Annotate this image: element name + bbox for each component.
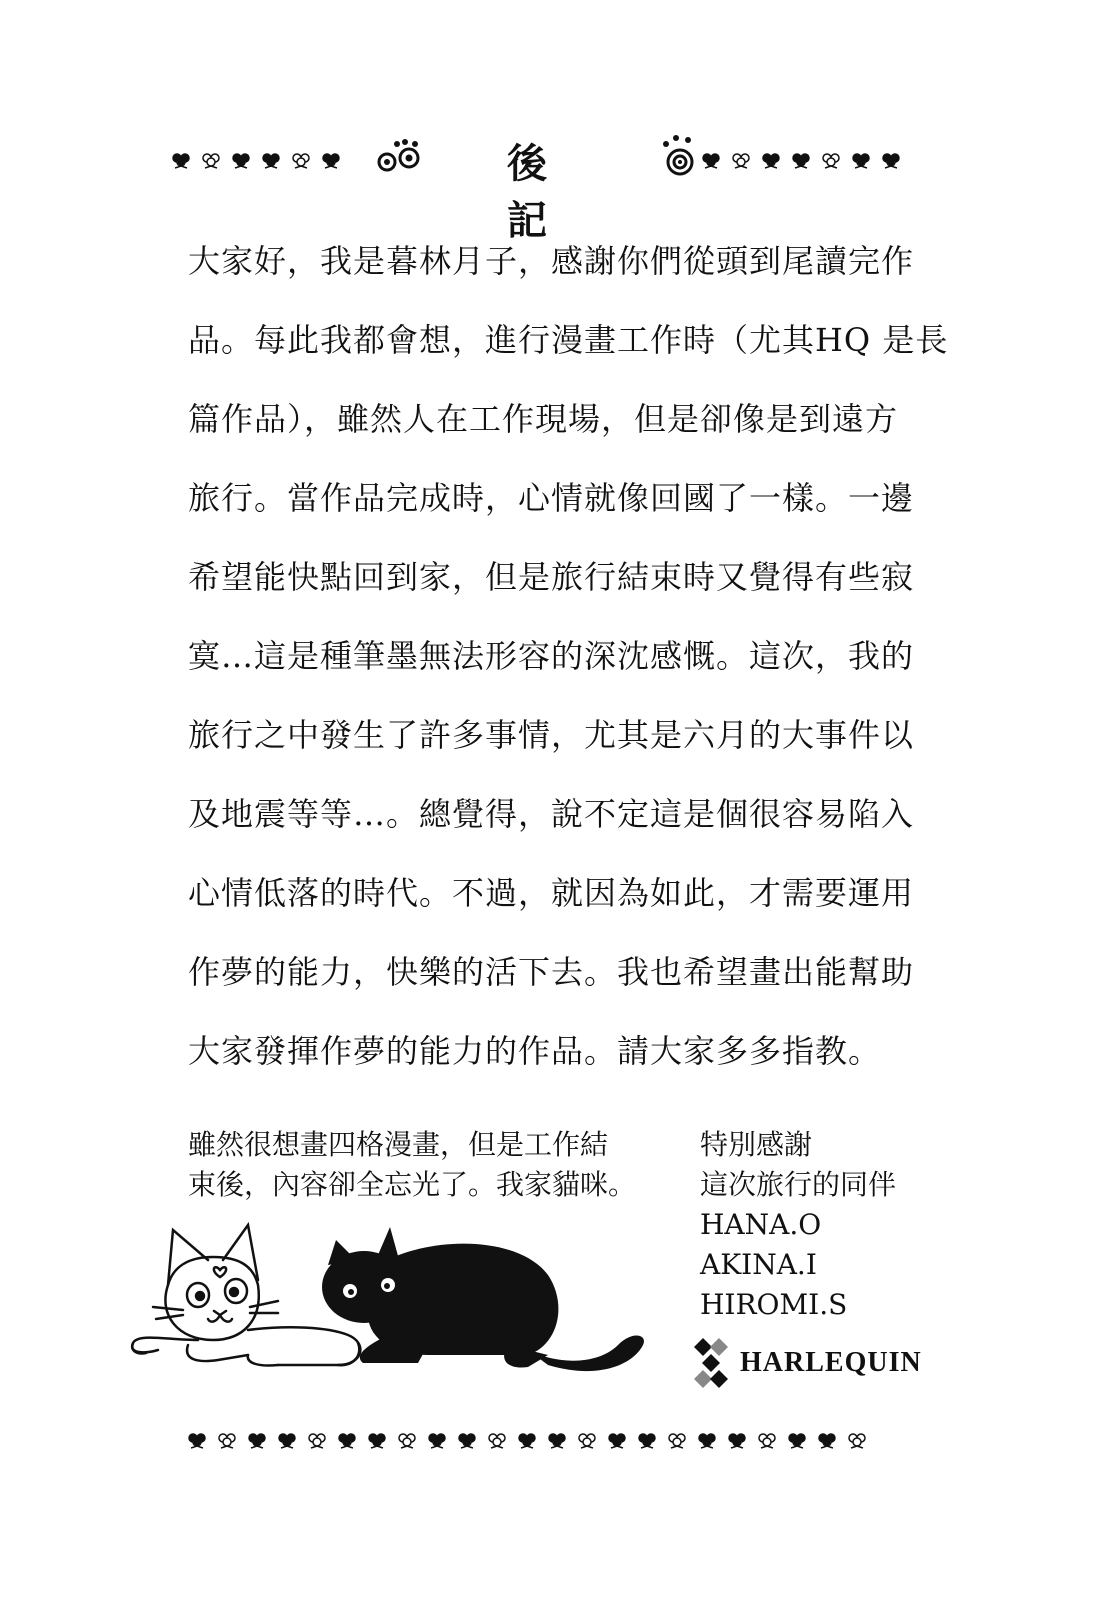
- flower-icon: [880, 152, 902, 170]
- flower-icon: [820, 152, 842, 170]
- flower-icon: [230, 152, 252, 170]
- flower-icon: [846, 1432, 868, 1450]
- flower-icon: [306, 1432, 328, 1450]
- body-line: 大家發揮作夢的能力的作品。請大家多多指教。: [188, 1032, 882, 1070]
- flower-icon: [336, 1432, 358, 1450]
- flower-border-footer: [186, 1432, 896, 1450]
- flower-icon: [456, 1432, 478, 1450]
- flower-icon: [606, 1432, 628, 1450]
- cat-note-line: 雖然很想畫四格漫畫，但是工作結: [188, 1128, 609, 1161]
- flower-icon: [246, 1432, 268, 1450]
- thanks-heading: 特別感謝: [700, 1128, 813, 1161]
- flower-icon: [756, 1432, 778, 1450]
- harlequin-diamond-icon: [694, 1338, 728, 1388]
- flower-border-right: [700, 152, 902, 170]
- thanks-name: AKINA.I: [700, 1248, 817, 1281]
- flower-icon: [666, 1432, 688, 1450]
- afterword-header: [170, 118, 910, 244]
- flower-icon: [260, 152, 282, 170]
- body-line: 旅行。當作品完成時，心情就像回國了一樣。一邊: [188, 479, 915, 517]
- harlequin-logo: [694, 1338, 922, 1388]
- flower-icon: [850, 152, 872, 170]
- paw-prints-icon: [375, 136, 425, 176]
- body-line: 品。每此我都會想，進行漫畫工作時（尤其HQ 是長: [188, 321, 949, 359]
- body-line: 作夢的能力，快樂的活下去。我也希望畫出能幫助: [188, 953, 915, 991]
- flower-icon: [786, 1432, 808, 1450]
- body-line: 大家好，我是暮林月子，感謝你們從頭到尾讀完作: [188, 242, 915, 280]
- body-line: 及地震等等…。總覺得，說不定這是個很容易陷入: [188, 795, 915, 833]
- flower-icon: [726, 1432, 748, 1450]
- thanks-name: HANA.O: [700, 1208, 822, 1241]
- flower-icon: [636, 1432, 658, 1450]
- flower-icon: [396, 1432, 418, 1450]
- flower-icon: [700, 152, 722, 170]
- special-thanks: [700, 1125, 960, 1325]
- flower-icon: [730, 152, 752, 170]
- flower-icon: [576, 1432, 598, 1450]
- body-line: 寞…這是種筆墨無法形容的深沈感慨。這次，我的: [188, 637, 915, 675]
- page-title: 後 記: [507, 140, 573, 244]
- body-line: 希望能快點回到家，但是旅行結束時又覺得有些寂: [188, 558, 915, 596]
- flower-icon: [366, 1432, 388, 1450]
- flower-icon: [170, 152, 192, 170]
- thanks-subheading: 這次旅行的同伴: [700, 1168, 897, 1201]
- flower-border-left: [170, 152, 342, 170]
- cat-note: [188, 1125, 688, 1205]
- flower-icon: [790, 152, 812, 170]
- thanks-name: HIROMI.S: [700, 1288, 848, 1321]
- harlequin-logo-text: HARLEQUIN: [740, 1347, 922, 1378]
- flower-icon: [696, 1432, 718, 1450]
- flower-icon: [426, 1432, 448, 1450]
- flower-icon: [320, 152, 342, 170]
- flower-icon: [516, 1432, 538, 1450]
- afterword-body: [188, 222, 949, 1091]
- flower-icon: [290, 152, 312, 170]
- body-line: 旅行之中發生了許多事情，尤其是六月的大事件以: [188, 716, 915, 754]
- flower-icon: [186, 1432, 208, 1450]
- flower-icon: [760, 152, 782, 170]
- cat-note-line: 束後，內容卻全忘光了。我家貓咪。: [188, 1168, 637, 1201]
- flower-icon: [200, 152, 222, 170]
- flower-icon: [276, 1432, 298, 1450]
- flower-icon: [216, 1432, 238, 1450]
- cats-illustration: [128, 1215, 658, 1385]
- flower-icon: [486, 1432, 508, 1450]
- flower-icon: [546, 1432, 568, 1450]
- body-line: 心情低落的時代。不過，就因為如此，才需要運用: [188, 874, 915, 912]
- flower-icon: [816, 1432, 838, 1450]
- body-line: 篇作品），雖然人在工作現場，但是卻像是到遠方: [188, 400, 899, 438]
